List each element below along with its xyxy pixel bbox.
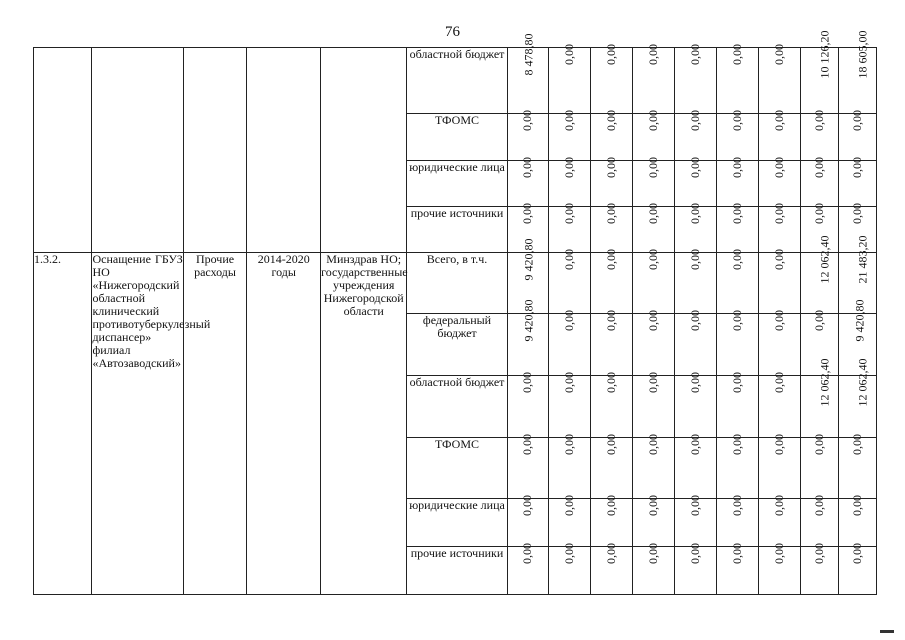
value-cell	[674, 203, 716, 253]
value-cell	[716, 157, 758, 207]
table-row	[34, 253, 877, 314]
value-text: 0,00	[603, 372, 618, 393]
value-text: 0,00	[687, 203, 702, 224]
value-text: 0,00	[561, 110, 576, 131]
value-cell	[632, 310, 674, 376]
value-cell	[716, 203, 758, 253]
source-cell: юридические лица	[407, 161, 508, 207]
value-text: 12 062,40	[817, 358, 832, 407]
value-cell	[801, 30, 839, 114]
value-text: 0,00	[687, 495, 702, 516]
value-cell	[801, 543, 839, 595]
value-text: 0,00	[520, 434, 535, 455]
value-text: 0,00	[645, 249, 660, 270]
value-text: 0,00	[812, 434, 827, 455]
value-cell	[590, 372, 632, 438]
scan-artifact	[880, 630, 894, 633]
source-cell: областной бюджет	[407, 376, 508, 438]
value-text: 0,00	[520, 110, 535, 131]
value-cell	[632, 495, 674, 547]
value-cell	[716, 434, 758, 499]
value-text: 0,00	[812, 157, 827, 178]
value-cell	[674, 495, 716, 547]
value-cell	[632, 249, 674, 314]
item-category: Прочие расходы	[183, 253, 247, 595]
cat-cell	[183, 48, 247, 253]
value-text: 0,00	[645, 157, 660, 178]
value-text: 0,00	[645, 543, 660, 564]
value-cell	[548, 495, 590, 547]
desc-cell	[92, 48, 183, 253]
value-cell	[801, 434, 839, 499]
value-text: 0,00	[603, 310, 618, 331]
value-cell	[507, 299, 548, 376]
value-text: 0,00	[603, 44, 618, 65]
value-text: 0,00	[687, 434, 702, 455]
value-text: 0,00	[603, 495, 618, 516]
value-cell	[632, 157, 674, 207]
value-cell	[507, 110, 548, 161]
value-text: 12 062,40	[817, 235, 832, 284]
value-cell	[674, 310, 716, 376]
value-cell	[716, 249, 758, 314]
value-cell	[674, 157, 716, 207]
value-text: 0,00	[520, 157, 535, 178]
source-cell: Всего, в т.ч.	[407, 253, 508, 314]
value-cell	[507, 33, 548, 114]
value-cell	[801, 110, 839, 161]
value-cell	[548, 310, 590, 376]
value-cell	[590, 44, 632, 114]
value-text: 0,00	[603, 157, 618, 178]
value-text: 12 062,40	[855, 358, 870, 407]
value-cell	[759, 434, 801, 499]
value-text: 0,00	[850, 495, 864, 516]
value-text: 0,00	[850, 203, 864, 224]
value-text: 0,00	[561, 310, 576, 331]
value-cell	[590, 543, 632, 595]
value-text: 0,00	[729, 434, 744, 455]
value-cell	[839, 495, 877, 547]
value-text: 0,00	[812, 543, 827, 564]
value-cell	[674, 543, 716, 595]
value-text: 9 420,80	[521, 238, 536, 281]
value-text: 0,00	[687, 44, 702, 65]
value-text: 0,00	[520, 543, 535, 564]
value-text: 0,00	[729, 157, 744, 178]
value-text: 8 478,80	[521, 33, 536, 76]
value-text: 0,00	[772, 110, 787, 131]
value-cell	[548, 157, 590, 207]
value-text: 0,00	[812, 310, 827, 331]
value-cell	[801, 157, 839, 207]
value-text: 0,00	[729, 110, 744, 131]
value-text: 0,00	[561, 44, 576, 65]
value-cell	[590, 310, 632, 376]
value-text: 0,00	[812, 110, 827, 131]
value-text: 0,00	[729, 310, 744, 331]
value-text: 0,00	[561, 372, 576, 393]
value-cell	[674, 434, 716, 499]
value-cell	[839, 543, 877, 595]
value-text: 0,00	[603, 434, 618, 455]
value-cell	[759, 495, 801, 547]
value-cell	[507, 434, 548, 499]
value-cell	[548, 434, 590, 499]
value-text: 0,00	[687, 110, 702, 131]
value-cell	[759, 372, 801, 438]
value-text: 0,00	[561, 495, 576, 516]
value-text: 18 605,00	[855, 30, 870, 79]
source-cell: областной бюджет	[407, 48, 508, 114]
value-text: 0,00	[603, 110, 618, 131]
value-cell	[632, 203, 674, 253]
value-text: 0,00	[772, 203, 787, 224]
value-cell	[674, 372, 716, 438]
value-text: 0,00	[687, 372, 702, 393]
page-number: 76	[445, 24, 460, 40]
value-text: 21 483,20	[855, 235, 870, 284]
value-text: 0,00	[645, 372, 660, 393]
value-cell	[507, 157, 548, 207]
value-text: 0,00	[520, 495, 535, 516]
source-cell: прочие источники	[407, 207, 508, 253]
value-cell	[590, 249, 632, 314]
value-cell	[759, 310, 801, 376]
value-text: 0,00	[772, 434, 787, 455]
value-cell	[839, 110, 877, 161]
value-cell	[801, 235, 839, 314]
value-cell	[507, 372, 548, 438]
value-text: 0,00	[729, 495, 744, 516]
value-cell	[548, 372, 590, 438]
value-cell	[716, 110, 758, 161]
value-text: 0,00	[772, 543, 787, 564]
value-text: 0,00	[850, 157, 864, 178]
value-cell	[590, 157, 632, 207]
value-text: 0,00	[561, 249, 576, 270]
source-cell: ТФОМС	[407, 438, 508, 499]
value-cell	[801, 495, 839, 547]
value-text: 0,00	[772, 495, 787, 516]
value-cell	[548, 44, 590, 114]
value-cell	[590, 110, 632, 161]
value-text: 0,00	[729, 249, 744, 270]
value-cell	[548, 203, 590, 253]
value-text: 0,00	[603, 203, 618, 224]
value-cell	[759, 157, 801, 207]
value-cell	[839, 434, 877, 499]
value-text: 0,00	[645, 110, 660, 131]
value-cell	[759, 203, 801, 253]
value-text: 0,00	[850, 434, 864, 455]
value-text: 0,00	[729, 44, 744, 65]
value-text: 0,00	[645, 310, 660, 331]
period-cell	[247, 48, 321, 253]
value-cell	[632, 372, 674, 438]
value-text: 0,00	[729, 203, 744, 224]
value-text: 0,00	[520, 372, 535, 393]
value-text: 0,00	[772, 310, 787, 331]
value-cell	[716, 495, 758, 547]
exec-cell	[321, 48, 407, 253]
value-cell	[548, 110, 590, 161]
value-text: 0,00	[645, 434, 660, 455]
value-cell	[548, 249, 590, 314]
value-cell	[716, 44, 758, 114]
value-cell	[632, 44, 674, 114]
value-text: 0,00	[850, 110, 864, 131]
value-text: 0,00	[812, 495, 827, 516]
value-cell	[674, 249, 716, 314]
value-text: 0,00	[645, 203, 660, 224]
value-text: 0,00	[812, 203, 827, 224]
value-cell	[759, 44, 801, 114]
value-text: 0,00	[561, 203, 576, 224]
value-cell	[759, 110, 801, 161]
value-cell	[507, 543, 548, 595]
table-row	[34, 48, 877, 114]
value-cell	[632, 434, 674, 499]
code-cell	[34, 48, 92, 253]
value-text: 0,00	[561, 434, 576, 455]
value-text: 0,00	[772, 372, 787, 393]
value-cell	[590, 495, 632, 547]
value-cell	[674, 110, 716, 161]
value-text: 9 420,80	[852, 299, 867, 342]
value-cell	[716, 543, 758, 595]
item-code: 1.3.2.	[34, 253, 92, 595]
value-cell	[674, 44, 716, 114]
value-cell	[839, 358, 877, 438]
value-cell	[590, 434, 632, 499]
item-description: Оснащение ГБУЗ НО «Нижегородский областной клинический противотуберкулезный диспансер» филиал «Автозаводский»	[92, 253, 183, 595]
value-text: 0,00	[850, 543, 864, 564]
value-text: 0,00	[645, 44, 660, 65]
value-text: 0,00	[729, 372, 744, 393]
source-cell: прочие источники	[407, 547, 508, 595]
value-text: 0,00	[561, 157, 576, 178]
value-cell	[839, 157, 877, 207]
value-text: 0,00	[687, 157, 702, 178]
item-executor: Минздрав НО; государственные учреждения Нижегородской области	[321, 253, 407, 595]
source-cell: юридические лица	[407, 499, 508, 547]
value-text: 0,00	[645, 495, 660, 516]
value-text: 0,00	[772, 249, 787, 270]
item-period: 2014-2020 годы	[247, 253, 321, 595]
value-cell	[716, 310, 758, 376]
value-cell	[632, 543, 674, 595]
value-cell	[548, 543, 590, 595]
value-cell	[801, 358, 839, 438]
value-cell	[759, 543, 801, 595]
value-text: 9 420,80	[521, 299, 536, 342]
value-text: 0,00	[561, 543, 576, 564]
value-text: 10 126,20	[817, 30, 832, 79]
value-text: 0,00	[603, 249, 618, 270]
value-text: 0,00	[687, 249, 702, 270]
value-cell	[632, 110, 674, 161]
value-cell	[839, 30, 877, 114]
value-text: 0,00	[772, 44, 787, 65]
value-text: 0,00	[687, 543, 702, 564]
value-cell	[759, 249, 801, 314]
value-text: 0,00	[687, 310, 702, 331]
value-cell	[716, 372, 758, 438]
source-cell: ТФОМС	[407, 114, 508, 161]
value-text: 0,00	[729, 543, 744, 564]
value-text: 0,00	[772, 157, 787, 178]
value-cell	[507, 495, 548, 547]
value-cell	[590, 203, 632, 253]
source-cell: федеральный бюджет	[407, 314, 508, 376]
value-text: 0,00	[520, 203, 535, 224]
value-text: 0,00	[603, 543, 618, 564]
